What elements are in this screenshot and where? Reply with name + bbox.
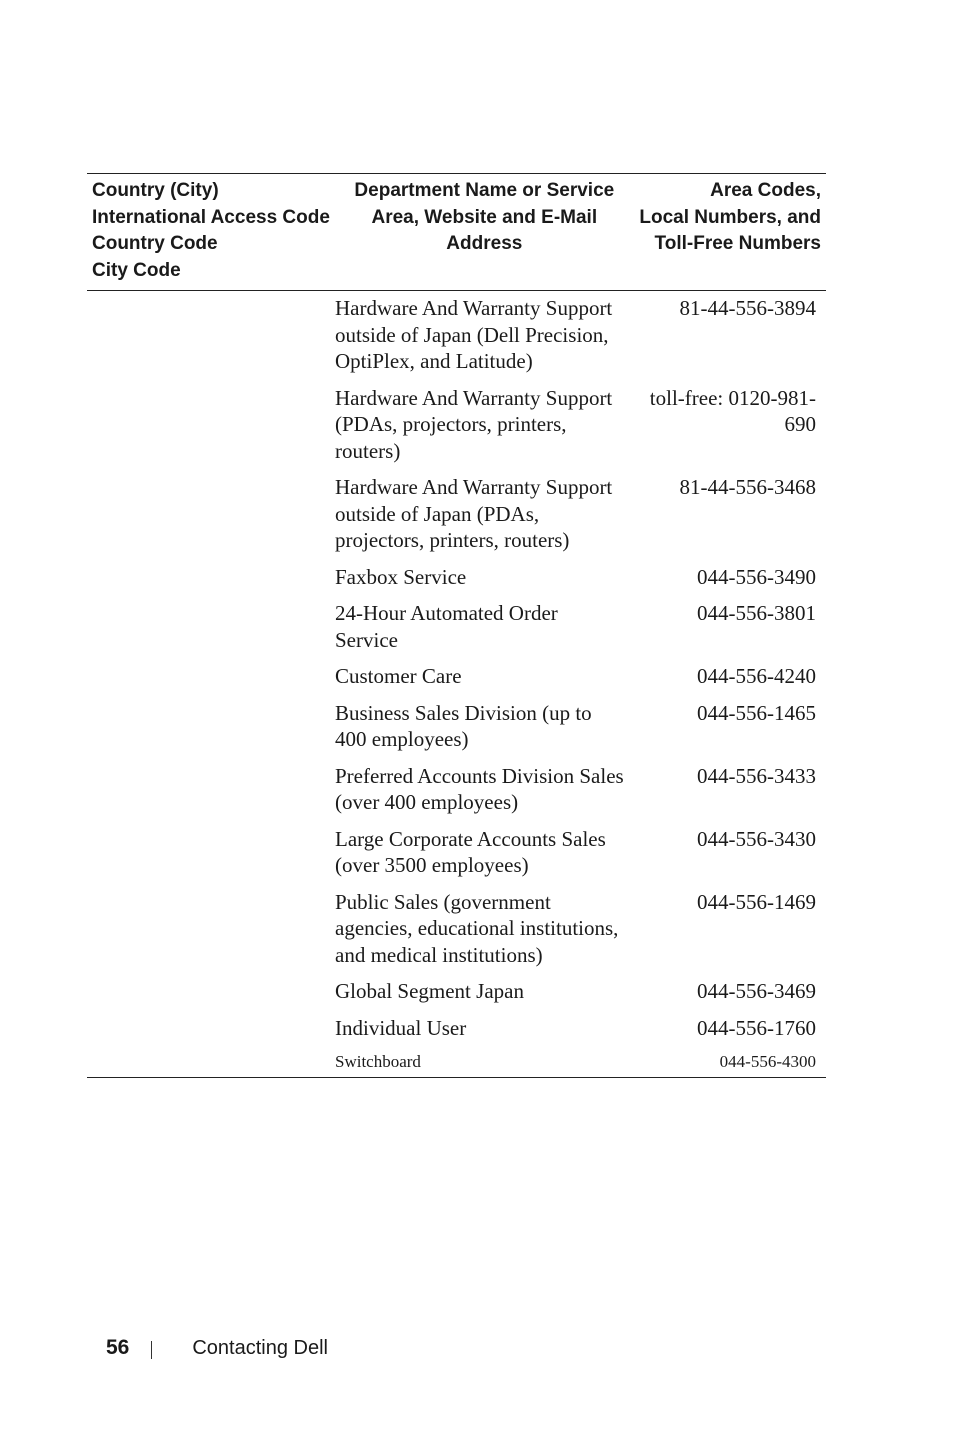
table-row (87, 826, 826, 879)
service-cell: Business Sales Division (up to 400 employees) (335, 700, 592, 751)
service-cell: Customer Care (335, 664, 462, 688)
country-cell (87, 978, 335, 1005)
page-number: 56 (106, 1336, 130, 1359)
service-cell: Hardware And Warranty Support outside of Japan (PDAs, projectors, printers, routers) (335, 475, 613, 552)
number-cell: 044-556-4240 (697, 664, 816, 688)
number-cell: 044-556-3469 (697, 979, 816, 1003)
table-row (87, 474, 826, 554)
number-cell: 044-556-4300 (719, 1052, 816, 1071)
country-cell (87, 385, 335, 465)
number-cell: 044-556-1465 (697, 700, 816, 725)
country-cell (87, 564, 335, 591)
table-header (87, 174, 826, 291)
service-cell: Faxbox Service (335, 564, 467, 589)
footer-divider (151, 1341, 152, 1359)
header-numbers: Area Codes, Local Numbers, and Toll-Free Numbers (639, 180, 821, 254)
country-cell (87, 600, 335, 653)
number-cell: 044-556-3433 (697, 763, 816, 788)
section-title: Contacting Dell (192, 1336, 328, 1359)
country-cell (87, 295, 335, 375)
table-row (87, 600, 826, 653)
header-department: Department Name or Service Area, Website and E-Mail Address (354, 180, 615, 254)
service-cell: Global Segment Japan (335, 979, 524, 1003)
number-cell: 81-44-556-3468 (679, 475, 816, 499)
number-cell: 81-44-556-3894 (679, 296, 816, 320)
service-cell: Hardware And Warranty Support (PDAs, projectors, printers, routers) (335, 385, 613, 463)
number-cell: 044-556-1469 (697, 889, 816, 914)
country-cell (87, 889, 335, 969)
contact-table (87, 173, 826, 1078)
number-cell: 044-556-1760 (697, 1015, 816, 1040)
page-footer (106, 1336, 328, 1360)
service-cell: Large Corporate Accounts Sales (over 3500 employees) (335, 826, 606, 877)
table-row (87, 889, 826, 969)
service-cell: Preferred Accounts Division Sales (over 400 employees) (335, 763, 624, 814)
service-cell: Individual User (335, 1015, 467, 1040)
table-row (87, 385, 826, 465)
service-cell: 24-Hour Automated Order Service (335, 601, 558, 652)
table-body (87, 291, 826, 1077)
table-row (87, 663, 826, 690)
service-cell: Switchboard (335, 1052, 421, 1071)
table-row (87, 1015, 826, 1042)
number-cell: 044-556-3490 (697, 564, 816, 589)
table-row (87, 564, 826, 591)
country-cell (87, 826, 335, 879)
table-row (87, 700, 826, 753)
table-row (87, 295, 826, 375)
service-cell: Hardware And Warranty Support outside of Japan (Dell Precision, OptiPlex, and Latitude) (335, 296, 613, 373)
table-row (87, 978, 826, 1005)
service-cell: Public Sales (government agencies, educational institutions, and medical institutions) (335, 889, 619, 967)
country-cell (87, 1015, 335, 1042)
number-cell: 044-556-3430 (697, 826, 816, 851)
table-row (87, 763, 826, 816)
country-cell (87, 763, 335, 816)
number-cell: 044-556-3801 (697, 601, 816, 625)
table-row (87, 1051, 826, 1073)
country-cell (87, 700, 335, 753)
header-country: Country (City) International Access Code Country Code City Code (92, 180, 330, 281)
country-cell (87, 1051, 335, 1073)
number-cell: toll-free: 0120-981-690 (649, 385, 816, 436)
country-cell (87, 474, 335, 554)
country-cell (87, 663, 335, 690)
